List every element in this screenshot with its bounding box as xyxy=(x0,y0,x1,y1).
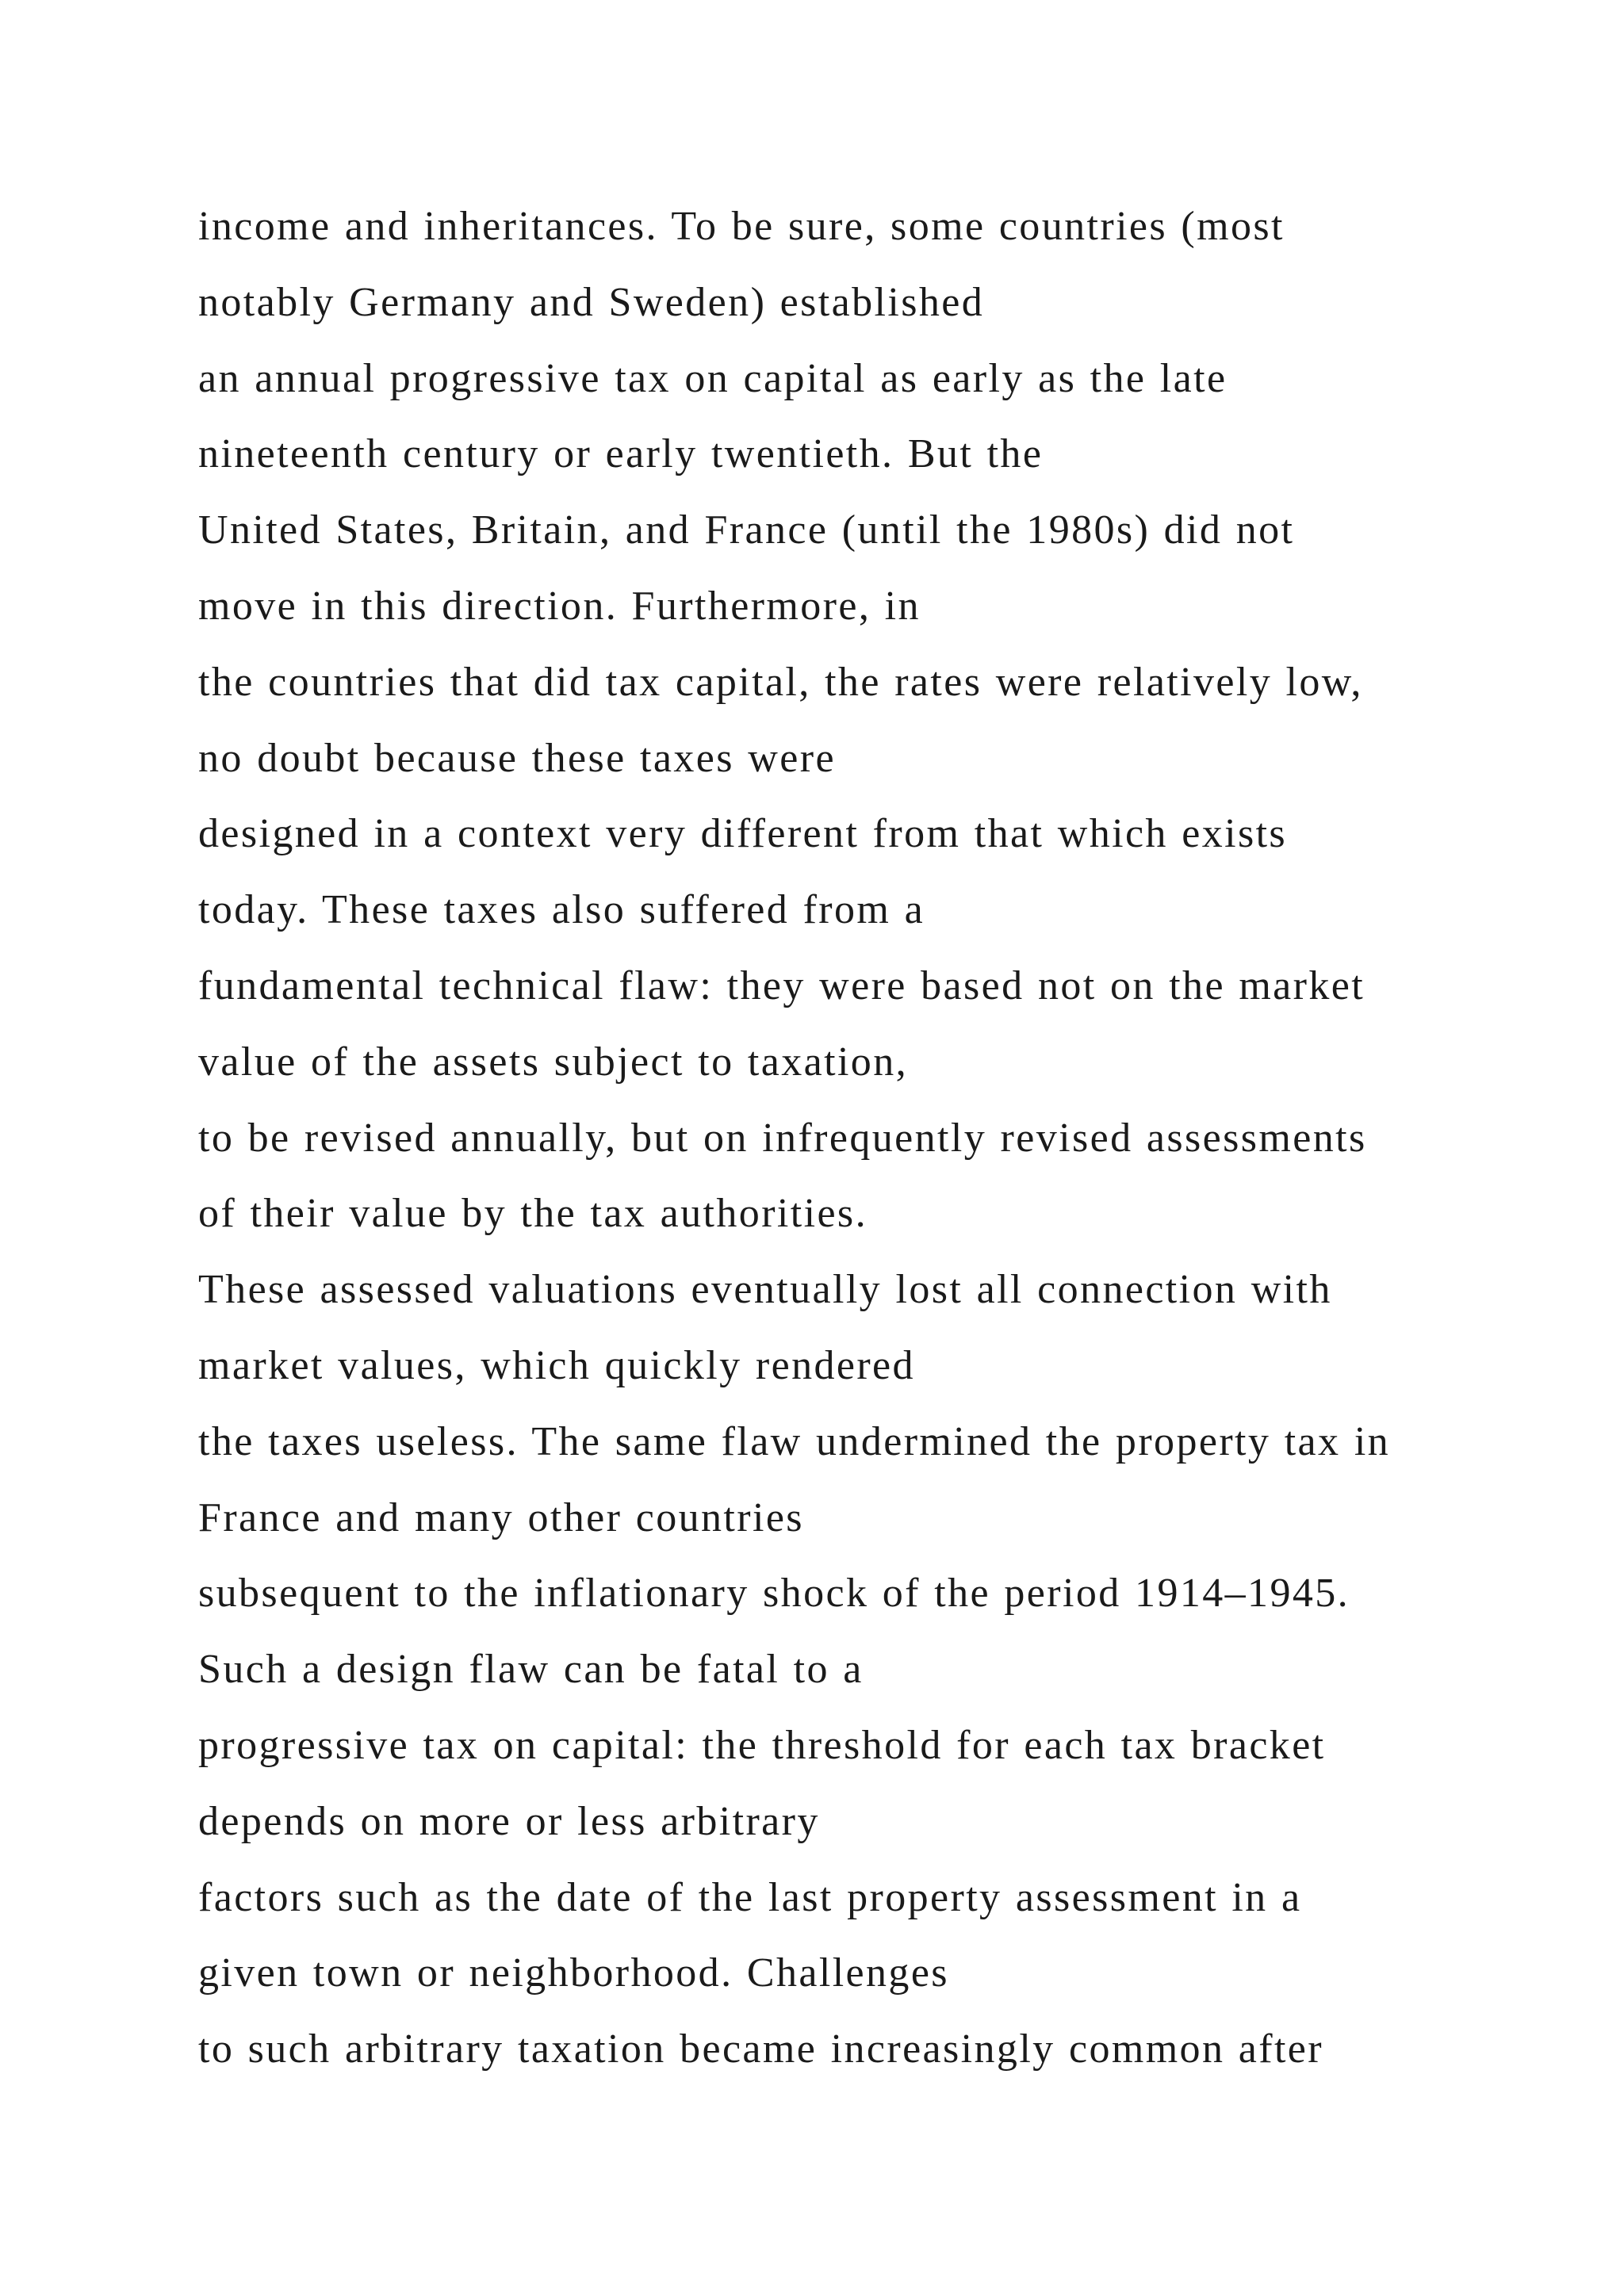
text-line: move in this direction. Furthermore, in xyxy=(198,583,921,629)
text-line: notably Germany and Sweden) established xyxy=(198,279,985,325)
text-line: depends on more or less arbitrary xyxy=(198,1798,820,1844)
text-line: Such a design flaw can be fatal to a xyxy=(198,1647,864,1693)
text-line: value of the assets subject to taxation, xyxy=(198,1039,909,1085)
text-line: today. These taxes also suffered from a xyxy=(198,887,925,933)
text-line: the taxes useless. The same flaw undermined the property tax in xyxy=(198,1418,1391,1464)
text-line: to such arbitrary taxation became increasingly common after xyxy=(198,2026,1323,2072)
text-line: progressive tax on capital: the threshold for each tax bracket xyxy=(198,1722,1326,1768)
text-line: United States, Britain, and France (until the 1980s) did not xyxy=(198,507,1295,553)
text-line: market values, which quickly rendered xyxy=(198,1342,915,1388)
text-line: the countries that did tax capital, the rates were relatively low, xyxy=(198,659,1363,705)
body-text xyxy=(198,189,1546,2087)
text-line: designed in a context very different from that which exists xyxy=(198,811,1288,857)
text-line: to be revised annually, but on infrequently revised assessments xyxy=(198,1115,1367,1161)
text-line: fundamental technical flaw: they were based not on the market xyxy=(198,962,1365,1008)
text-line: nineteenth century or early twentieth. But the xyxy=(198,431,1044,477)
text-line: income and inheritances. To be sure, some countries (most xyxy=(198,204,1285,249)
text-line: of their value by the tax authorities. xyxy=(198,1191,868,1237)
text-line: factors such as the date of the last property assessment in a xyxy=(198,1874,1302,1920)
text-line: These assessed valuations eventually lost all connection with xyxy=(198,1267,1332,1313)
text-line: given town or neighborhood. Challenges xyxy=(198,1950,949,1996)
text-line: subsequent to the inflationary shock of the period 1914–1945. xyxy=(198,1571,1350,1617)
text-line: no doubt because these taxes were xyxy=(198,735,836,781)
text-line: France and many other countries xyxy=(198,1494,804,1540)
text-line: an annual progressive tax on capital as early as the late xyxy=(198,355,1228,401)
